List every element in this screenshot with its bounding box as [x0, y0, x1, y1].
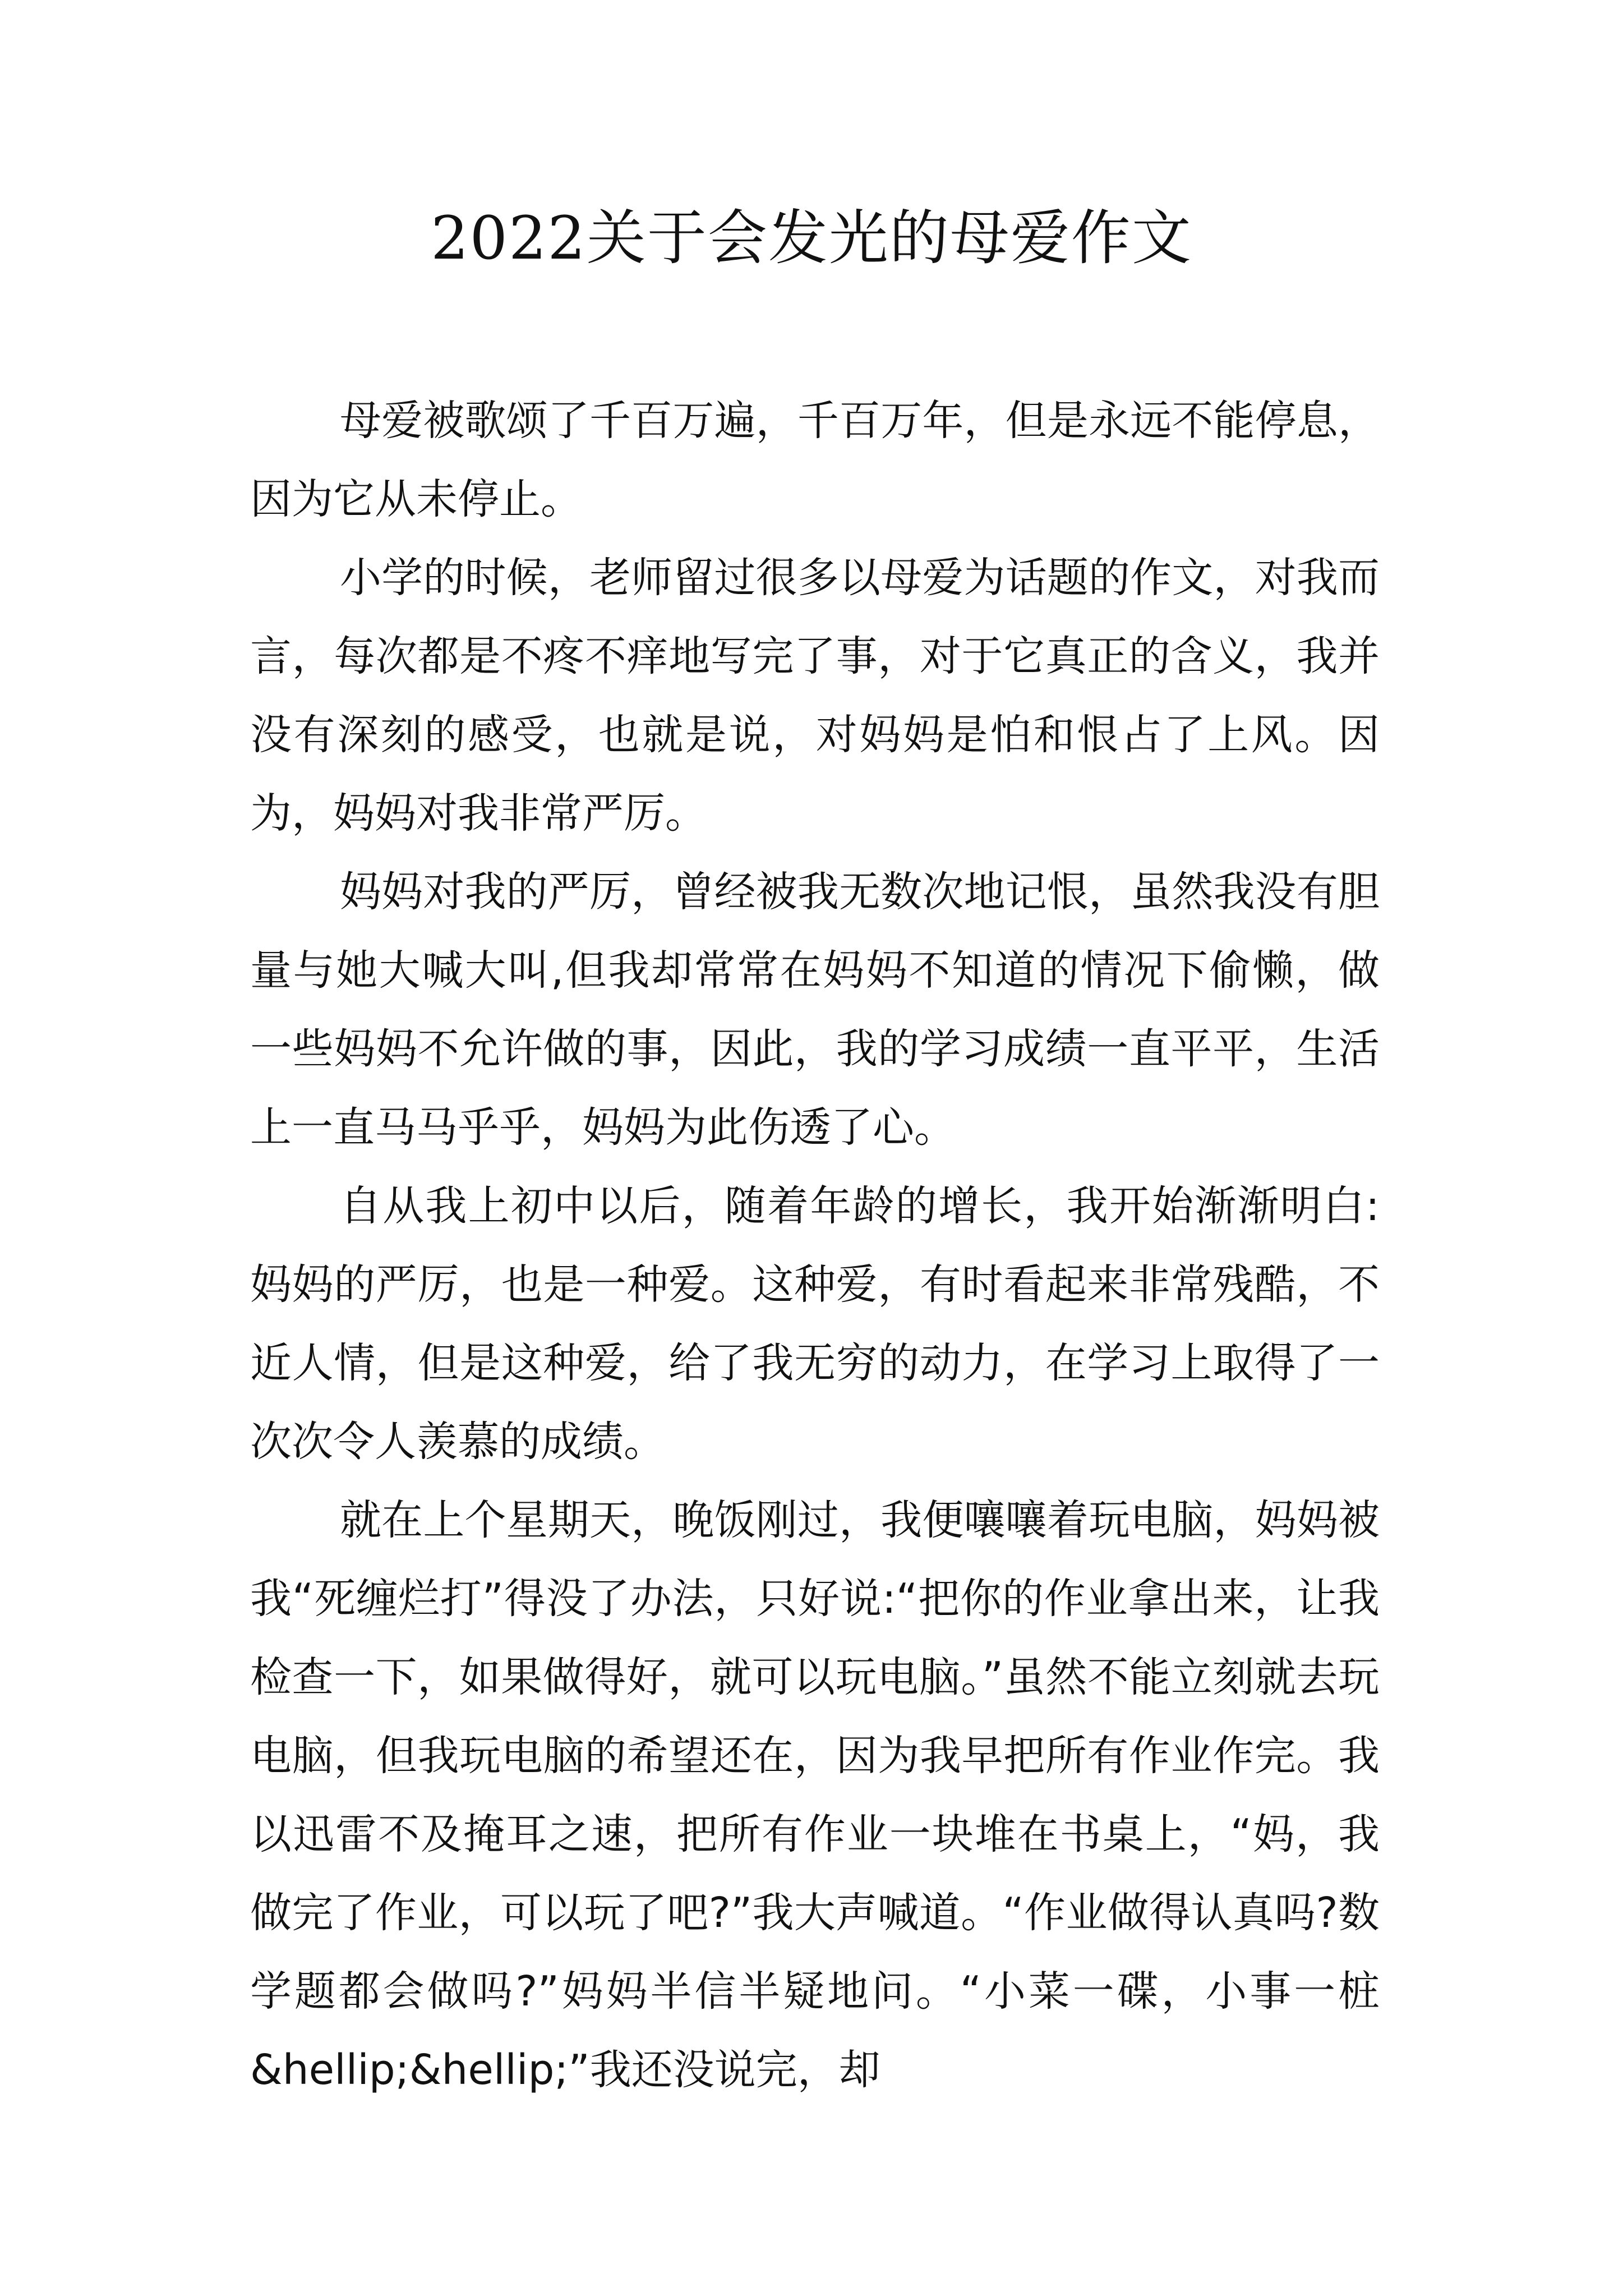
document-title: 2022关于会发光的母爱作文	[431, 204, 1192, 273]
paragraph-3: 妈妈对我的严厉，曾经被我无数次地记恨，虽然我没有胆量与她大喊大叫,但我却常常在妈妈不知道的情况下偷懒，做一些妈妈不允许做的事，因此，我的学习成绩一直平平，生活上一直马马乎乎，妈妈为此伤透了心。	[250, 868, 1380, 1152]
paragraph-2: 小学的时候，老师留过很多以母爱为话题的作文，对我而言，每次都是不疼不痒地写完了事，对于它真正的含义，我并没有深刻的感受，也就是说，对妈妈是怕和恨占了上风。因为，妈妈对我非常严厉。	[250, 554, 1380, 838]
paragraph-1: 母爱被歌颂了千百万遍，千百万年，但是永远不能停息，因为它从未停止。	[250, 397, 1380, 523]
paragraph-4: 自从我上初中以后，随着年龄的增长，我开始渐渐明白:妈妈的严厉，也是一种爱。这种爱，有时看起来非常残酷，不近人情，但是这种爱，给了我无穷的动力，在学习上取得了一次次令人羡慕的成绩。	[250, 1182, 1380, 1466]
document-body	[250, 381, 1380, 2109]
paragraph-5: 就在上个星期天，晚饭刚过，我便嚷嚷着玩电脑，妈妈被我“死缠烂打”得没了办法，只好说:“把你的作业拿出来，让我检查一下，如果做得好，就可以玩电脑。”虽然不能立刻就去玩电脑，但我玩电脑的希望还在，因为我早把所有作业作完。我以迅雷不及掩耳之速，把所有作业一块堆在书桌上，“妈，我做完了作业，可以玩了吧?”我大声喊道。“作业做得认真吗?数学题都会做吗?”妈妈半信半疑地问。“小菜一碟，小事一桩&hellip;&hellip;”我还没说完，却	[250, 1496, 1380, 2094]
